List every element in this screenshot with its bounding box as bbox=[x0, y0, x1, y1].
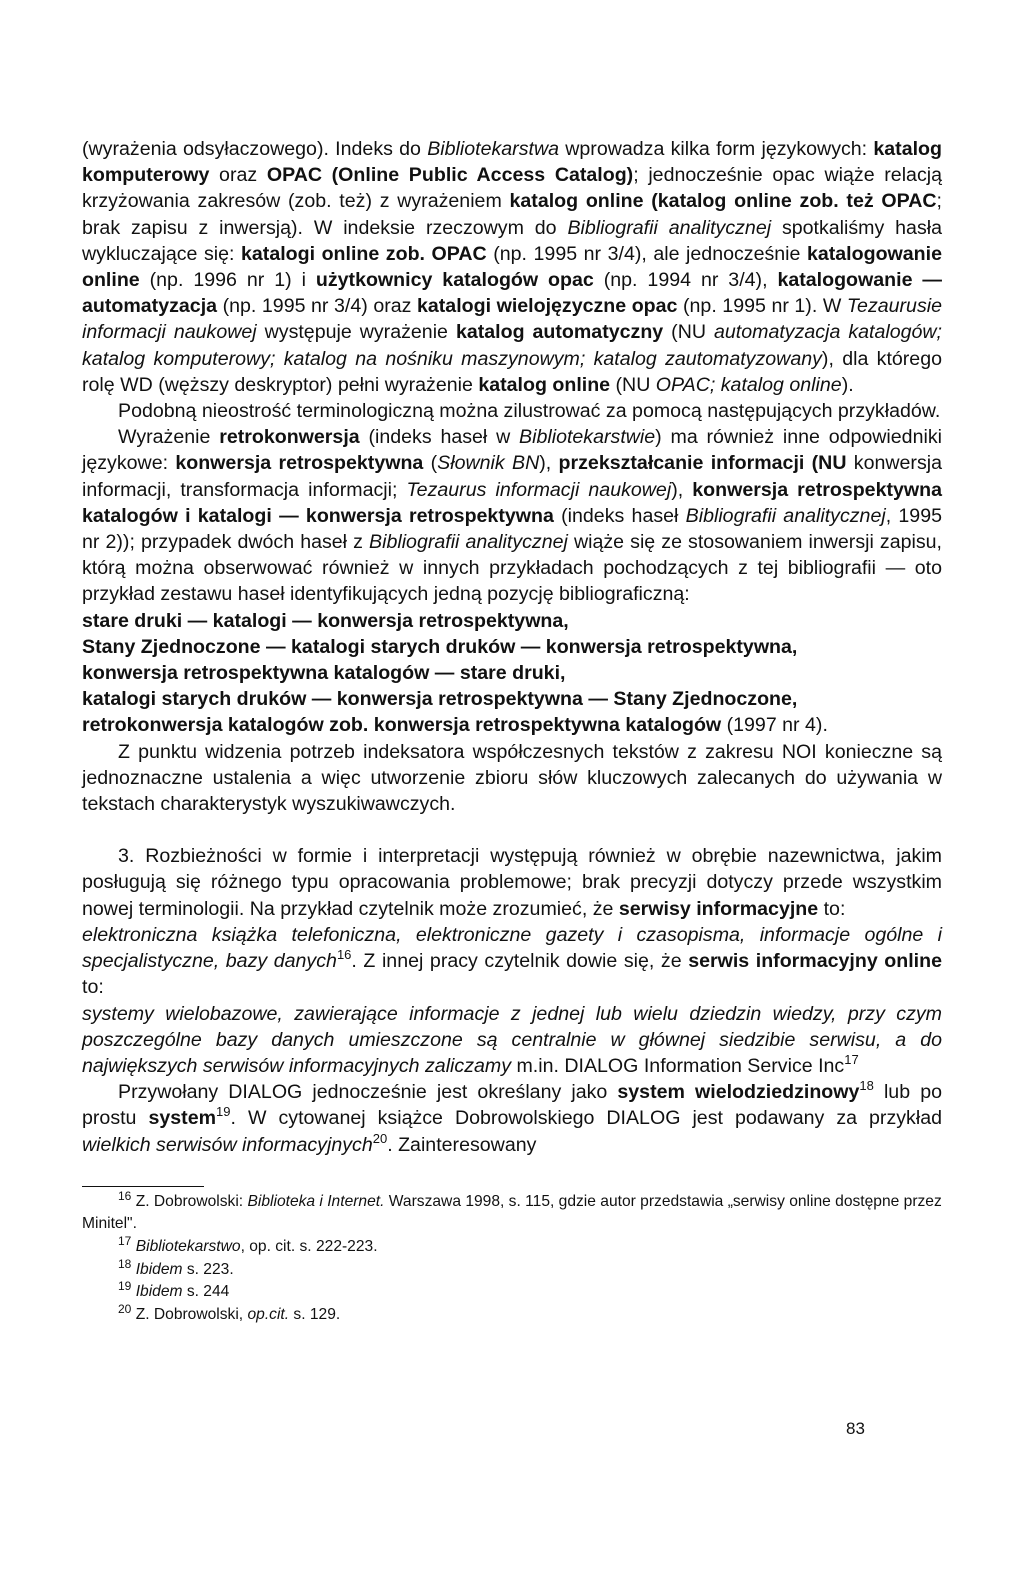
text-run: to: bbox=[82, 976, 104, 999]
footnote-ref: 18 bbox=[859, 1078, 874, 1094]
text-run: (NU bbox=[610, 373, 656, 396]
bold-run: Stany Zjednoczone — katalogi starych druków — konwersja retrospektywna, bbox=[82, 635, 798, 658]
text-run: Warszawa 1998, s. 115, gdzie autor przedstawia „serwisy online dostępne przez Minitel". bbox=[82, 1192, 942, 1233]
bold-run: katalog komputerowy bbox=[82, 138, 942, 187]
footnote-number: 18 bbox=[118, 1256, 132, 1271]
text-run: ), bbox=[539, 452, 559, 475]
text-run: ). bbox=[841, 373, 854, 396]
italic-run: automatyzacja katalogów; katalog komputerowy; katalog na nośniku maszynowym; katalog zautomatyzowany bbox=[82, 321, 942, 370]
text-run: wiąże się ze stosowaniem inwersji zapisu, którą można obserwować również w innych przykładach pochodzących z tej bibliografii — oto przykład zestawu haseł identyfikujących jedną pozycję bibliograficzną: bbox=[82, 531, 942, 606]
italic-run: Bibliografii analitycznej bbox=[685, 504, 886, 527]
bold-run: katalogowanie online bbox=[82, 242, 942, 292]
text-run: oraz bbox=[209, 164, 267, 187]
bold-run: retrokonwersja bbox=[219, 426, 360, 449]
text-run: (np. 1995 nr 3/4), ale jednocześnie bbox=[486, 242, 807, 265]
bold-run: katalog online (katalog online zob. też OPAC bbox=[509, 190, 937, 213]
italic-run: Biblioteka i Internet. bbox=[247, 1192, 385, 1210]
paragraph-3 bbox=[82, 424, 942, 607]
text-run: Z. Dobrowolski: bbox=[131, 1192, 248, 1210]
italic-run: op.cit. bbox=[247, 1305, 290, 1323]
text-run: występuje wyrażenie bbox=[256, 321, 456, 344]
footnote-ref: 16 bbox=[336, 947, 352, 963]
paragraph-7 bbox=[82, 1001, 942, 1080]
footnote-divider bbox=[82, 1186, 204, 1187]
text-run: (np. 1995 nr 1). W bbox=[677, 295, 847, 318]
text-run: Z. Dobrowolski, bbox=[131, 1305, 248, 1323]
paragraph-1 bbox=[82, 136, 942, 398]
text-run: (1997 nr 4). bbox=[721, 714, 828, 737]
text-run: (wyrażenia odsyłaczowego). Indeks do bbox=[82, 138, 428, 160]
text-run: (np. 1995 nr 3/4) oraz bbox=[217, 295, 417, 318]
italic-run: Bibliotekarstwo bbox=[135, 1237, 241, 1255]
bold-run: katalogi wielojęzyczne opac bbox=[416, 295, 678, 318]
bold-run: katalogi starych druków — konwersja retrospektywna — Stany Zjednoczone, bbox=[82, 688, 798, 711]
footnote-number: 16 bbox=[118, 1188, 132, 1203]
text-run: (np. 1996 nr 1) i bbox=[139, 269, 316, 292]
italic-run: OPAC; katalog online bbox=[655, 373, 842, 396]
paragraph-5 bbox=[82, 843, 942, 922]
text-run: lub po prostu bbox=[82, 1081, 942, 1130]
bold-run: stare druki — katalogi — konwersja retrospektywna, bbox=[82, 609, 569, 632]
page-number: 83 bbox=[846, 1419, 865, 1438]
text-run: (indeks haseł bbox=[553, 504, 686, 527]
bold-run: system wielodziedzinowy bbox=[617, 1081, 860, 1104]
main-text bbox=[82, 136, 942, 1158]
text-run: . Z innej pracy czytelnik dowie się, że bbox=[351, 950, 689, 973]
page-body bbox=[82, 136, 942, 1326]
text-run: (NU bbox=[663, 321, 714, 344]
bold-run: przekształcanie informacji (NU bbox=[558, 452, 847, 475]
italic-run: Bibliotekarstwie bbox=[519, 426, 656, 449]
footnote-ref: 17 bbox=[844, 1051, 859, 1067]
italic-run: Tezaurus informacji naukowej bbox=[406, 478, 672, 501]
keyword-line bbox=[82, 634, 942, 660]
italic-run: wielkich serwisów informacyjnych bbox=[82, 1133, 373, 1156]
bold-run: serwis informacyjny online bbox=[688, 950, 942, 973]
footnote-20 bbox=[82, 1301, 942, 1327]
italic-run: Słownik BN bbox=[437, 452, 540, 475]
text-run: ), dla którego rolę WD (węższy deskryptor) pełni wyrażenie bbox=[82, 347, 943, 396]
keyword-line bbox=[82, 608, 942, 634]
paragraph-4: Z punktu widzenia potrzeb indeksatora współczesnych tekstów z zakresu NOI konieczne są jednoznaczne ustalenia a więc utworzenie zbioru słów kluczowych zalecanych do używania w tekstach charakterystyk wyszukiwawczych. bbox=[82, 740, 942, 816]
text-run: Przywołany DIALOG jednocześnie jest określany jako bbox=[118, 1081, 618, 1104]
italic-run: elektroniczna książka telefoniczna, elektroniczne gazety i czasopisma, informacje ogólne i specjalistyczne, bazy danych bbox=[82, 923, 942, 973]
text-run: , op. cit. s. 222-223. bbox=[240, 1237, 378, 1255]
italic-run: Bibliografii analitycznej bbox=[369, 531, 568, 554]
text-run: (indeks haseł w bbox=[359, 426, 520, 449]
bold-run: katalog automatyczny bbox=[455, 321, 664, 344]
footnotes bbox=[82, 1188, 942, 1327]
italic-run: Ibidem bbox=[135, 1283, 183, 1301]
text-run: spotkaliśmy hasła wykluczające się: bbox=[82, 216, 942, 265]
footnote-ref: 20 bbox=[372, 1130, 388, 1146]
text-run: 3. Rozbieżności w formie i interpretacji występują również w obrębie nazewnictwa, jakim posługują się różnego typu opracowania problemowe; brak precyzji dotyczy przede wszystkim nowej terminologii. Na przykład czytelnik może zrozumieć, że bbox=[82, 845, 942, 920]
text-run: ), bbox=[671, 478, 693, 501]
text-run: ) ma również inne odpowiedniki językowe: bbox=[82, 426, 942, 475]
bold-run: konwersja retrospektywna bbox=[175, 452, 424, 475]
text-run: , 1995 nr 2)); przypadek dwóch haseł z bbox=[82, 504, 942, 554]
bold-run: konwersja retrospektywna katalogów — stare druki, bbox=[82, 662, 566, 685]
footnote-ref: 19 bbox=[216, 1104, 231, 1120]
text-run: . Zainteresowany bbox=[387, 1133, 537, 1156]
text-run: . W cytowanej książce Dobrowolskiego DIALOG jest podawany za przykład bbox=[230, 1107, 942, 1130]
text-run: (np. 1994 nr 3/4), bbox=[593, 269, 778, 292]
text-run: to: bbox=[818, 897, 846, 920]
bold-run: użytkownicy katalogów opac bbox=[315, 269, 594, 292]
text-run: konwersja informacji, transformacja informacji; bbox=[82, 452, 943, 501]
footnote-18 bbox=[82, 1256, 942, 1282]
bold-run: system bbox=[148, 1107, 217, 1130]
bold-run: serwisy informacyjne bbox=[618, 897, 819, 920]
italic-run: Tezaurusie informacji naukowej bbox=[82, 295, 943, 344]
keyword-line bbox=[82, 686, 942, 712]
text-run: s. 223. bbox=[182, 1260, 234, 1278]
footnote-17 bbox=[82, 1233, 942, 1259]
bold-run: katalogowanie — automatyzacja bbox=[82, 269, 942, 318]
bold-run: katalog online bbox=[478, 373, 611, 396]
text-run: Wyrażenie bbox=[118, 426, 220, 449]
bold-run: konwersja retrospektywna katalogów i katalogi — konwersja retrospektywna bbox=[82, 478, 942, 527]
italic-run: Bibliotekarstwa bbox=[427, 138, 559, 160]
italic-run: systemy wielobazowe, zawierające informacje z jednej lub wielu dziedzin wiedzy, przy czym poszczególne bazy danych umieszczone są centralnie w głównej siedzibie serwisu, a do największych serwisów informacyjnych zaliczamy bbox=[82, 1002, 942, 1077]
text-run: ; jednocześnie opac wiąże relacją krzyżowania zakresów (zob. też) z wyrażeniem bbox=[82, 164, 942, 213]
italic-run: Ibidem bbox=[135, 1260, 183, 1278]
text-run: m.in. DIALOG Information Service Inc bbox=[511, 1054, 845, 1077]
footnote-number: 19 bbox=[118, 1279, 132, 1294]
bold-run: OPAC (Online Public Access Catalog) bbox=[266, 164, 634, 187]
keyword-line bbox=[82, 712, 942, 738]
text-run: wprowadza kilka form językowych: bbox=[559, 138, 874, 160]
text-run: s. 129. bbox=[289, 1305, 341, 1323]
footnote-16 bbox=[82, 1188, 942, 1236]
text-run: ( bbox=[423, 452, 438, 475]
paragraph-2: Podobną nieostrość terminologiczną można zilustrować za pomocą następujących przykładów. bbox=[118, 400, 941, 423]
italic-run: Bibliografii analitycznej bbox=[567, 216, 772, 239]
footnote-19 bbox=[82, 1281, 942, 1304]
bold-run: katalogi online zob. OPAC bbox=[241, 242, 487, 265]
text-run: s. 244 bbox=[182, 1283, 230, 1301]
keyword-line bbox=[82, 660, 942, 686]
text-run: ; brak zapisu z inwersją). W indeksie rzeczowym do bbox=[82, 190, 942, 239]
bold-run: retrokonwersja katalogów zob. konwersja retrospektywna katalogów bbox=[82, 714, 722, 737]
footnote-number: 20 bbox=[118, 1301, 132, 1316]
paragraph-8 bbox=[82, 1079, 942, 1158]
keyword-list bbox=[82, 608, 942, 739]
footnote-number: 17 bbox=[118, 1233, 132, 1248]
paragraph-6 bbox=[82, 922, 942, 1001]
